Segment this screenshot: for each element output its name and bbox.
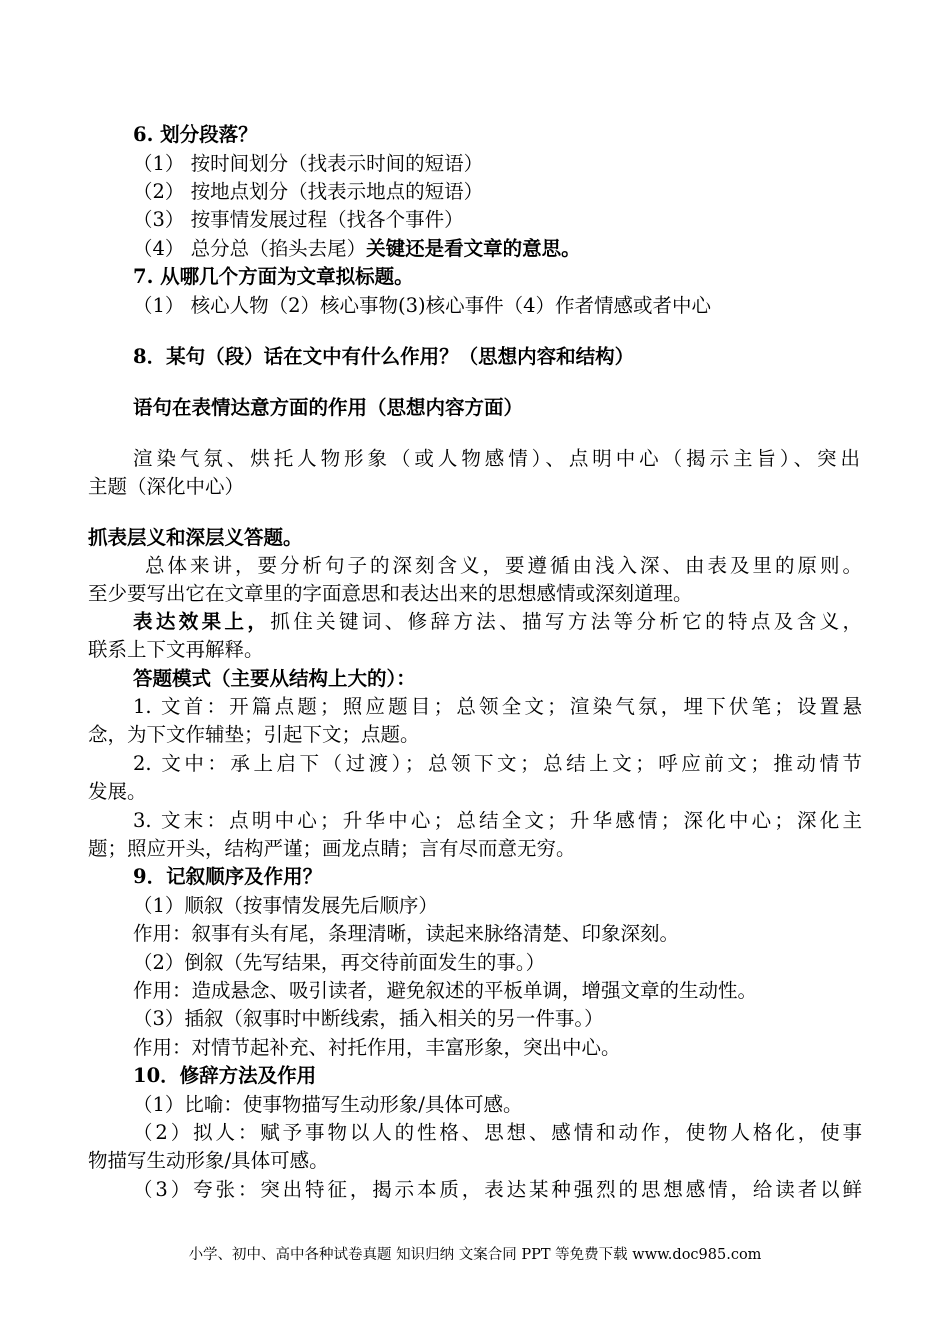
list-item [133, 236, 581, 262]
item4-text: （4） 总分总（掐头去尾） [133, 237, 367, 260]
paragraph-line [133, 609, 862, 635]
para3-text: 抓住关键词、修辞方法、描写方法等分析它的特点及含义， [270, 610, 862, 633]
paragraph-line: （1）比喻：使事物描写生动形象/具体可感。 [133, 1093, 523, 1116]
section-8-heading: 8．某句（段）话在文中有什么作用？（思想内容和结构） [133, 345, 635, 368]
paragraph-line: 总体来讲，要分析句子的深刻含义，要遵循由浅入深、由表及里的原则。 [145, 554, 862, 577]
paragraph-line: 1. 文首：开篇点题；照应题目；总领全文；渲染气氛，埋下伏笔；设置悬 [133, 695, 862, 718]
para3-emphasis: 表达效果上， [133, 610, 271, 633]
page-footer: 小学、初中、高中各种试卷真题 知识归纳 文案合同 PPT 等免费下载 www.doc985.com [188, 1247, 762, 1263]
paragraph-line: 3. 文末：点明中心；升华中心；总结全文；升华感情；深化中心；深化主 [133, 809, 862, 832]
section-8-subheading: 语句在表情达意方面的作用（思想内容方面） [133, 396, 524, 419]
paragraph-line: 渲染气氛、烘托人物形象（或人物感情）、点明中心（揭示主旨）、突出 [133, 447, 860, 470]
list-item: （2） 按地点划分（找表示地点的短语） [133, 180, 484, 203]
section-7-heading: 7. 从哪几个方面为文章拟标题。 [133, 265, 414, 288]
paragraph-line: 2. 文中：承上启下（过渡）；总领下文；总结上文；呼应前文；推动情节 [133, 752, 862, 775]
paragraph-line: 至少要写出它在文章里的字面意思和表达出来的思想感情或深刻道理。 [88, 582, 693, 605]
paragraph-line: 念，为下文作辅垫；引起下文；点题。 [88, 723, 420, 746]
paragraph-line: 作用：叙事有头有尾，条理清晰，读起来脉络清楚、印象深刻。 [133, 922, 680, 945]
paragraph-line: （3）插叙（叙事时中断线索，插入相关的另一件事。） [133, 1007, 604, 1030]
bold-title: 抓表层义和深层义答题。 [88, 526, 303, 549]
paragraph-line: 题；照应开头，结构严谨；画龙点睛；言有尽而意无穷。 [88, 837, 576, 860]
pattern-title: 答题模式（主要从结构上大的）： [133, 667, 416, 690]
paragraph-line: 物描写生动形象/具体可感。 [88, 1149, 329, 1172]
list-item: （1） 核心人物（2）核心事物(3)核心事件（4）作者情感或者中心 [133, 294, 712, 317]
paragraph-line: （2）倒叙（先写结果，再交待前面发生的事。） [133, 951, 546, 974]
paragraph-line: （1）顺叙（按事情发展先后顺序） [133, 894, 438, 917]
paragraph-line: 发展。 [88, 780, 147, 803]
paragraph-line: 作用：造成悬念、吸引读者，避免叙述的平板单调，增强文章的生动性。 [133, 979, 758, 1002]
paragraph-line: 联系上下文再解释。 [88, 638, 264, 661]
list-item: （1） 按时间划分（找表示时间的短语） [133, 152, 484, 175]
paragraph-line: 主题（深化中心） [88, 475, 245, 498]
paragraph-line: 作用：对情节起补充、衬托作用，丰富形象，突出中心。 [133, 1036, 621, 1059]
section-9-heading: 9．记叙顺序及作用？ [133, 865, 323, 888]
item4-emphasis: 关键还是看文章的意思。 [366, 237, 581, 260]
list-item: （3） 按事情发展过程（找各个事件） [133, 208, 464, 231]
paragraph-line: （3）夸张：突出特征，揭示本质，表达某种强烈的思想感情，给读者以鲜 [133, 1178, 862, 1201]
section-6-heading: 6. 划分段落？ [133, 123, 258, 146]
paragraph-line: （2）拟人：赋予事物以人的性格、思想、感情和动作，使物人格化，使事 [133, 1121, 862, 1144]
section-10-heading: 10．修辞方法及作用 [133, 1064, 317, 1087]
